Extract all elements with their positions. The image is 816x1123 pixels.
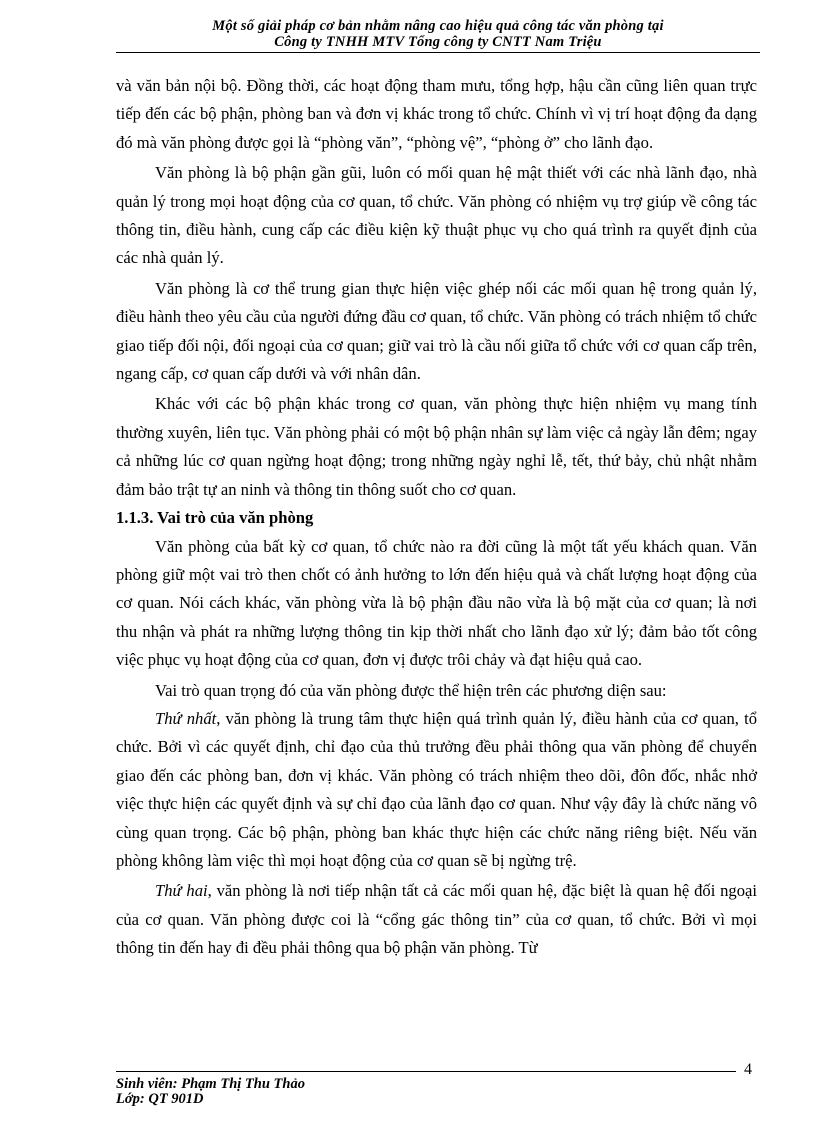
page-footer <box>116 1077 305 1107</box>
paragraph: Văn phòng là bộ phận gần gũi, luôn có mối quan hệ mật thiết với các nhà lãnh đạo, nhà quản lý trong mọi hoạt động của cơ quan, tổ chức. Văn phòng có nhiệm vụ trợ giúp về công tác thông tin, điều hành, cung cấp các điều kiện kỹ thuật phục vụ cho quá trình ra quyết định của các nhà quản lý. <box>116 163 757 268</box>
page-number: 4 <box>744 1061 752 1078</box>
paragraph: Vai trò quan trọng đó của văn phòng được thể hiện trên các phương diện sau: <box>155 680 667 700</box>
footer-student-name: Sinh viên: Phạm Thị Thu Thảo <box>116 1076 305 1092</box>
header-title-line2: Công ty TNHH MTV Tổng công ty CNTT Nam Triệu <box>274 34 602 50</box>
point-text: , văn phòng là trung tâm thực hiện quá trình quản lý, điều hành của cơ quan, tổ chức. Bởi vì các quyết định, chỉ đạo của thủ trưởng đều phải thông qua văn phòng để chuyển giao đến các phòng ban, đơn vị khác. Văn phòng có trách nhiệm theo dõi, đôn đốc, nhắc nhở việc thực hiện các quyết định và sự chỉ đạo của lãnh đạo cơ quan. Như vậy đây là chức năng vô cùng quan trọng. Các bộ phận, phòng ban khác thực hiện các chức năng riêng biệt. Nếu văn phòng không làm việc thì mọi hoạt động của cơ quan sẽ bị ngừng trệ. <box>116 708 757 870</box>
footer-class: Lớp: QT 901D <box>116 1091 204 1107</box>
header-title-line1: Một số giải pháp cơ bản nhằm nâng cao hiệu quả công tác văn phòng tại <box>212 18 664 34</box>
document-body <box>116 72 757 963</box>
paragraph: Văn phòng của bất kỳ cơ quan, tổ chức nào ra đời cũng là một tất yếu khách quan. Văn phòng giữ một vai trò then chốt có ảnh hưởng to lớn đến hiệu quả và chất lượng hoạt động của cơ quan. Nói cách khác, văn phòng vừa là bộ phận đầu não vừa là bộ mặt của cơ quan; là nơi thu nhận và phát ra những lượng thông tin kịp thời nhất cho lãnh đạo xử lý; đảm bảo tốt công việc phục vụ hoạt động của cơ quan, đơn vị được trôi chảy và đạt hiệu quả cao. <box>116 536 757 670</box>
point-lead: Thứ nhất <box>155 708 217 728</box>
paragraph: Văn phòng là cơ thể trung gian thực hiện việc ghép nối các mối quan hệ trong quản lý, điều hành theo yêu cầu của người đứng đầu cơ quan, tổ chức. Văn phòng có trách nhiệm tổ chức giao tiếp đối nội, đối ngoại của cơ quan; giữ vai trò là cầu nối giữa tổ chức với cơ quan cấp trên, ngang cấp, cơ quan cấp dưới và với nhân dân. <box>116 278 757 384</box>
page-header <box>116 18 760 50</box>
footer-divider <box>116 1071 736 1072</box>
paragraph-second-point <box>116 877 757 962</box>
paragraph: Khác với các bộ phận khác trong cơ quan, văn phòng thực hiện nhiệm vụ mang tính thường xuyên, liên tục. Văn phòng phải có một bộ phận nhân sự làm việc cả ngày lẫn đêm; ngay cả những lúc cơ quan ngừng hoạt động; trong những ngày nghỉ lễ, tết, thứ bảy, chủ nhật nhằm đảm bảo trật tự an ninh và thông tin thông suốt cho cơ quan. <box>116 394 757 499</box>
header-divider <box>116 52 760 53</box>
point-lead: Thứ hai <box>155 881 208 901</box>
point-text: , văn phòng là nơi tiếp nhận tất cả các mối quan hệ, đặc biệt là quan hệ đối ngoại của cơ quan. Văn phòng được coi là “cổng gác thông tin” của cơ quan, tổ chức. Bởi vì mọi thông tin đến hay đi đều phải thông qua bộ phận văn phòng. Từ <box>116 881 757 958</box>
paragraph-first-point <box>116 705 757 875</box>
section-heading: 1.1.3. Vai trò của văn phòng <box>116 508 314 528</box>
paragraph-continuation: và văn bản nội bộ. Đồng thời, các hoạt động tham mưu, tổng hợp, hậu cần cũng liên quan trực tiếp đến các bộ phận, phòng ban và đơn vị khác trong tổ chức. Chính vì vị trí hoạt động đa dạng đó mà văn phòng được gọi là “phòng văn”, “phòng vệ”, “phòng ở” cho lãnh đạo. <box>116 76 757 152</box>
